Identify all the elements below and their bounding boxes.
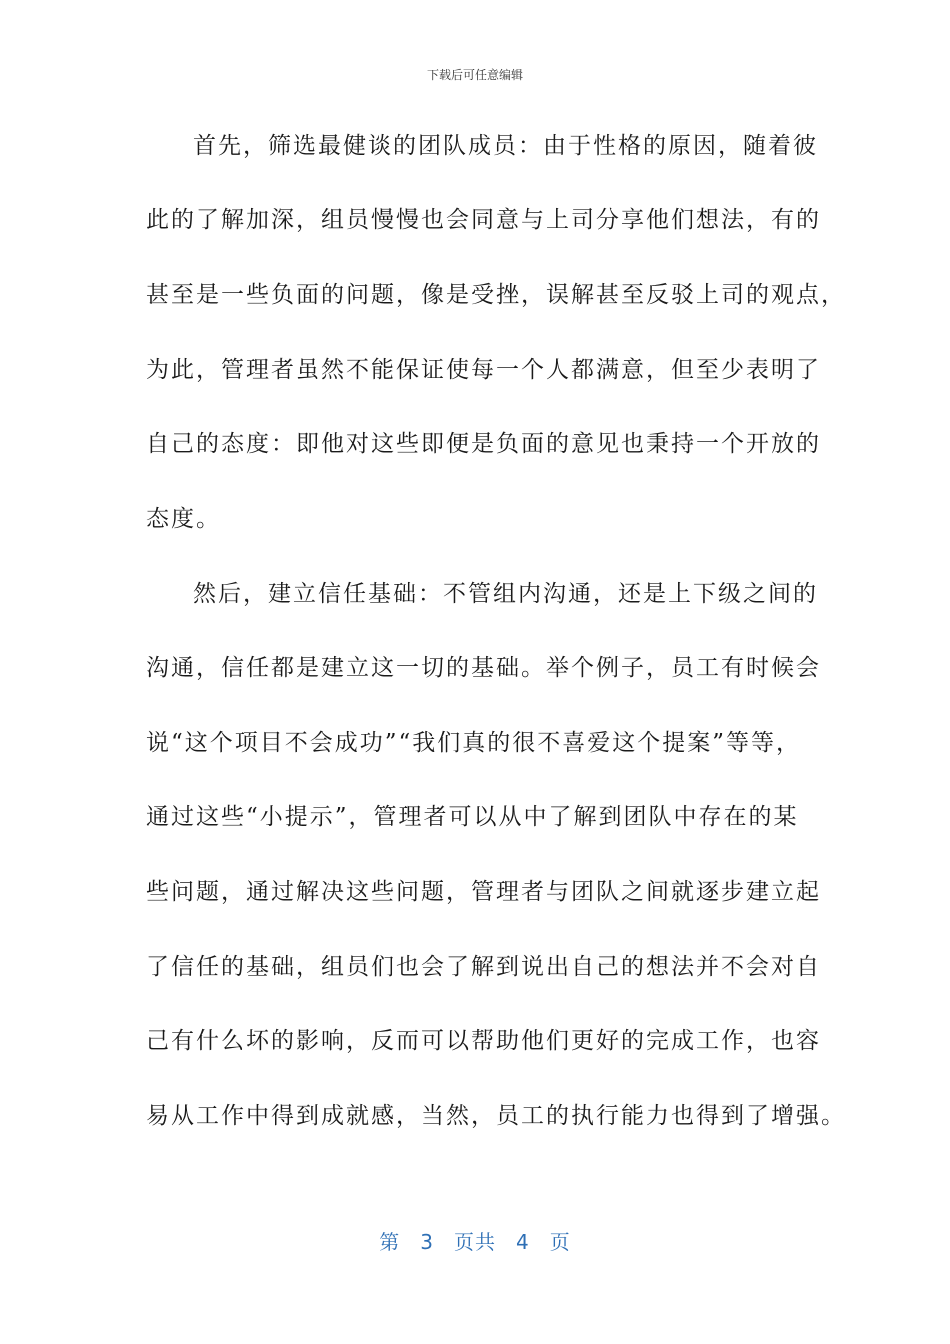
footer-current-page: 3 [420, 1230, 434, 1254]
paragraph-2-line-3: 说“这个项目不会成功”“我们真的很不喜爱这个提案”等等， [146, 730, 802, 756]
paragraph-2-line-6: 了信任的基础，组员们也会了解到说出自己的想法并不会对自 [146, 954, 821, 980]
paragraph-1-line-3: 甚至是一些负面的问题，像是受挫，误解甚至反驳上司的观点， [146, 282, 846, 308]
paragraph-2-line-5: 些问题，通过解决这些问题，管理者与团队之间就逐步建立起 [146, 879, 821, 905]
paragraph-2-line-7: 己有什么坏的影响，反而可以帮助他们更好的完成工作，也容 [146, 1028, 821, 1054]
page-header: 下载后可任意编辑 [426, 68, 523, 82]
paragraph-1-line-5: 自己的态度：即他对这些即便是负面的意见也秉持一个开放的 [146, 431, 821, 457]
paragraph-1-line-1: 首先，筛选最健谈的团队成员：由于性格的原因，随着彼 [193, 133, 818, 159]
paragraph-1-line-2: 此的了解加深，组员慢慢也会同意与上司分享他们想法，有的 [146, 207, 821, 233]
paragraph-2-line-4: 通过这些“小提示”，管理者可以从中了解到团队中存在的某 [146, 804, 799, 830]
paragraph-1-line-4: 为此，管理者虽然不能保证使每一个人都满意，但至少表明了 [146, 357, 821, 383]
paragraph-2-line-2: 沟通，信任都是建立这一切的基础。举个例子，员工有时候会 [146, 655, 821, 681]
paragraph-2-line-1: 然后，建立信任基础：不管组内沟通，还是上下级之间的 [193, 581, 818, 607]
footer-middle: 页共 [454, 1230, 496, 1254]
page-footer [0, 1226, 950, 1255]
footer-prefix: 第 [379, 1230, 401, 1254]
paragraph-1-line-6: 态度。 [146, 506, 221, 532]
footer-total-pages: 4 [516, 1230, 530, 1254]
footer-suffix: 页 [549, 1230, 571, 1254]
paragraph-2-line-8: 易从工作中得到成就感，当然，员工的执行能力也得到了增强。 [146, 1103, 846, 1129]
